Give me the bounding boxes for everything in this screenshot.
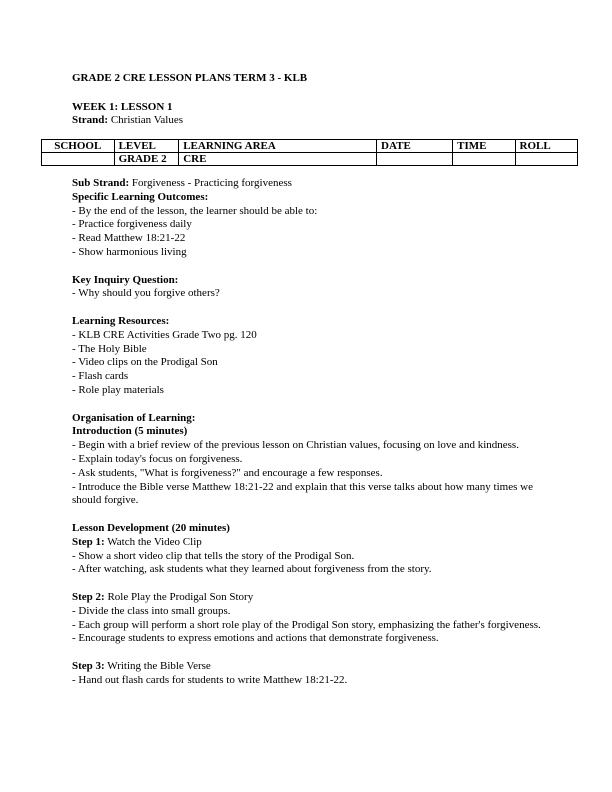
table-header-cell: LEVEL <box>114 140 179 153</box>
strand-value: Christian Values <box>110 114 184 126</box>
step-2-title: Role Play the Prodigal Son Story <box>107 590 254 603</box>
strand-label: Strand: <box>72 114 109 126</box>
table-cell: CRE <box>179 153 377 166</box>
list-item: - Flash cards <box>72 370 129 383</box>
list-item: - KLB CRE Activities Grade Two pg. 120 <box>72 328 257 341</box>
document-title: GRADE 2 CRE LESSON PLANS TERM 3 - KLB <box>72 72 308 84</box>
development-heading: Lesson Development (20 minutes) <box>72 521 230 534</box>
step-2-line <box>72 591 542 605</box>
table-header-cell: ROLL <box>515 140 577 153</box>
step-3-line <box>72 660 542 674</box>
resources-heading: Learning Resources: <box>72 314 170 327</box>
step-3-title: Writing the Bible Verse <box>107 659 211 672</box>
table-header-cell: TIME <box>453 140 515 153</box>
step-3-label: Step 3: <box>72 659 105 672</box>
table-header-cell: DATE <box>377 140 453 153</box>
list-item: - Divide the class into small groups. <box>72 604 231 617</box>
table-row <box>42 153 578 166</box>
list-item: - After watching, ask students what they learned about forgiveness from the story. <box>72 563 432 576</box>
list-item: - Begin with a brief review of the previous lesson on Christian values, focusing on love and kindness. <box>72 439 519 452</box>
list-item: - Show harmonious living <box>72 245 187 258</box>
list-item: - By the end of the lesson, the learner should be able to: <box>72 204 318 217</box>
list-item: - Explain today's focus on forgiveness. <box>72 452 243 465</box>
list-item: - Introduce the Bible verse Matthew 18:21-22 and explain that this verse talks about how many times we should forgive. <box>72 480 533 507</box>
week-heading: WEEK 1: LESSON 1 <box>72 101 173 113</box>
table-header-cell: SCHOOL <box>42 140 115 153</box>
list-item: - Practice forgiveness daily <box>72 218 192 231</box>
list-item: - Show a short video clip that tells the story of the Prodigal Son. <box>72 549 355 562</box>
table-header-row <box>42 140 578 153</box>
outcomes-heading: Specific Learning Outcomes: <box>72 190 209 203</box>
step-1-title: Watch the Video Clip <box>107 535 202 548</box>
table-cell <box>377 153 453 166</box>
sub-strand-value: Forgiveness - Practicing forgiveness <box>131 177 292 189</box>
inquiry-heading: Key Inquiry Question: <box>72 273 179 286</box>
step-1-label: Step 1: <box>72 535 105 548</box>
list-item: - Encourage students to express emotions and actions that demonstrate forgiveness. <box>72 632 439 645</box>
list-item: - The Holy Bible <box>72 342 147 355</box>
list-item: - Each group will perform a short role play of the Prodigal Son story, emphasizing the father's forgiveness. <box>72 618 541 631</box>
sub-strand-line <box>72 177 542 191</box>
step-2-label: Step 2: <box>72 590 105 603</box>
strand-line <box>72 114 183 128</box>
table-cell <box>453 153 515 166</box>
table-cell <box>515 153 577 166</box>
list-item: - Role play materials <box>72 383 164 396</box>
organisation-heading: Organisation of Learning: <box>72 411 196 424</box>
introduction-heading: Introduction (5 minutes) <box>72 425 188 438</box>
list-item: - Read Matthew 18:21-22 <box>72 232 186 245</box>
list-item: - Video clips on the Prodigal Son <box>72 356 218 369</box>
lesson-body <box>72 177 542 687</box>
lesson-info-table <box>41 139 578 166</box>
table-header-cell: LEARNING AREA <box>179 140 377 153</box>
sub-strand-label: Sub Strand: <box>72 177 130 189</box>
table-cell: GRADE 2 <box>114 153 179 166</box>
list-item: - Why should you forgive others? <box>72 287 220 300</box>
list-item: - Hand out flash cards for students to write Matthew 18:21-22. <box>72 673 348 686</box>
list-item: - Ask students, "What is forgiveness?" and encourage a few responses. <box>72 466 383 479</box>
table-cell <box>42 153 115 166</box>
step-1-line <box>72 536 542 550</box>
